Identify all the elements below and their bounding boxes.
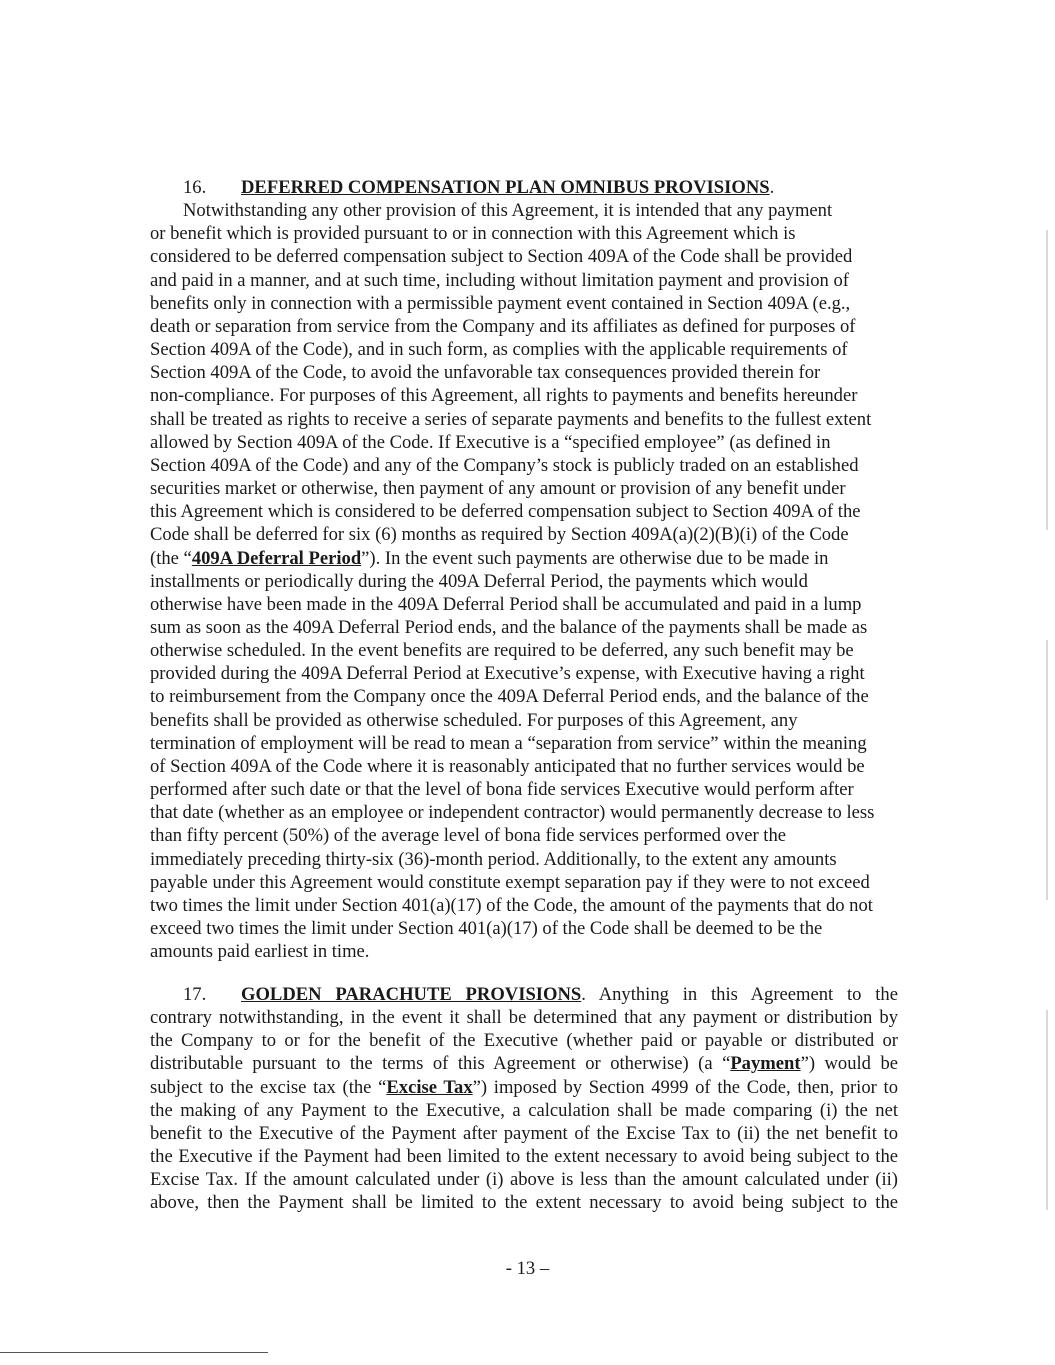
paragraph-line: and paid in a manner, and at such time, including without limitation payment and provision of <box>150 269 849 291</box>
paragraph-line: termination of employment will be read to mean a “separation from service” within the meaning <box>150 732 867 754</box>
paragraph-line: Section 409A of the Code, to avoid the unfavorable tax consequences provided therein for <box>150 362 821 384</box>
paragraph-line: Section 409A of the Code) and any of the Company’s stock is publicly traded on an established <box>150 454 859 476</box>
section-16 <box>150 176 898 963</box>
defined-term-excise-tax: Excise Tax <box>386 1076 473 1098</box>
paragraph-line: Code shall be deferred for six (6) months as required by Section 409A(a)(2)(B)(i) of the Code <box>150 524 849 546</box>
paragraph-line: exceed two times the limit under Section 401(a)(17) of the Code shall be deemed to be the <box>150 918 823 939</box>
footer-divider <box>0 1352 268 1353</box>
paragraph-line: immediately preceding thirty-six (36)-month period. Additionally, to the extent any amounts <box>150 848 837 870</box>
section-title: GOLDEN PARACHUTE PROVISIONS <box>241 984 582 1005</box>
paragraph-line: Section 409A of the Code), and in such form, as complies with the applicable requirements of <box>150 339 848 361</box>
paragraph-line: two times the limit under Section 401(a)(17) of the Code, the amount of the payments that do not <box>150 894 873 916</box>
paragraph-line: provided during the 409A Deferral Period at Executive’s expense, with Executive having a right <box>150 663 865 685</box>
paragraph-line: of Section 409A of the Code where it is reasonably anticipated that no further services would be <box>150 755 865 777</box>
paragraph-line: performed after such date or that the level of bona fide services Executive would perform after <box>150 779 854 801</box>
defined-term-409a-deferral-period: 409A Deferral Period <box>191 547 362 569</box>
paragraph-line: benefit to the Executive of the Payment after payment of the Excise Tax to (ii) the net benefit to <box>150 1122 898 1144</box>
text-fragment: ”). In the event such payments are otherwise due to be made in <box>361 547 829 569</box>
paragraph-line: considered to be deferred compensation subject to Section 409A of the Code shall be provided <box>150 246 853 268</box>
paragraph-line: sum as soon as the 409A Deferral Period ends, and the balance of the payments shall be made as <box>150 616 868 638</box>
paragraph-line-defined-term <box>150 1052 898 1075</box>
paragraph-line: Notwithstanding any other provision of this Agreement, it is intended that any payment <box>183 200 833 222</box>
paragraph-line: above, then the Payment shall be limited to the extent necessary to avoid being subject to the <box>150 1192 898 1214</box>
page-number: - 13 – <box>505 1258 550 1279</box>
paragraph-line-defined-term <box>150 1076 898 1099</box>
paragraph-line: benefits shall be provided as otherwise scheduled. For purposes of this Agreement, any <box>150 709 798 731</box>
paragraph-line: amounts paid earliest in time. <box>150 941 370 963</box>
paragraph-line: Excise Tax. If the amount calculated under (i) above is less than the amount calculated under (ii) <box>150 1169 898 1191</box>
paragraph-line: non-compliance. For purposes of this Agreement, all rights to payments and benefits hereunder <box>150 385 858 407</box>
section-title-end: . <box>769 177 775 198</box>
text-fragment: Anything in this Agreement to the <box>585 984 898 1005</box>
paragraph-line: payable under this Agreement would constitute exempt separation pay if they were to not exceed <box>150 871 870 893</box>
defined-term-payment: Payment <box>730 1053 801 1075</box>
section-heading <box>150 983 898 1006</box>
paragraph-line: benefits only in connection with a permissible payment event contained in Section 409A (e.g., <box>150 292 851 314</box>
scan-edge-artifact <box>1046 640 1048 900</box>
text-fragment: distributable pursuant to the terms of this Agreement or otherwise) (a “ <box>150 1053 731 1075</box>
paragraph-line: installments or periodically during the 409A Deferral Period, the payments which would <box>150 570 808 592</box>
paragraph-line: otherwise scheduled. In the event benefits are required to be deferred, any such benefit may be <box>150 640 854 662</box>
paragraph-line: or benefit which is provided pursuant to or in connection with this Agreement which is <box>150 223 796 245</box>
paragraph-line: this Agreement which is considered to be deferred compensation subject to Section 409A of the <box>150 501 861 523</box>
paragraph-line: allowed by Section 409A of the Code. If Executive is a “specified employee” (as defined in <box>150 431 831 453</box>
paragraph-line: the Executive if the Payment had been limited to the extent necessary to avoid being subject to the <box>150 1146 898 1168</box>
paragraph-line-defined-term <box>150 547 898 570</box>
scan-edge-artifact <box>1046 230 1048 530</box>
section-number: 17. <box>183 984 207 1005</box>
paragraph-line: securities market or otherwise, then payment of any amount or provision of any benefit under <box>150 478 846 500</box>
paragraph-line: to reimbursement from the Company once the 409A Deferral Period ends, and the balance of the <box>150 686 869 708</box>
section-17 <box>150 983 898 1215</box>
section-title-end: . <box>581 984 586 1005</box>
section-number: 16. <box>183 177 207 198</box>
section-title: DEFERRED COMPENSATION PLAN OMNIBUS PROVISIONS <box>241 177 770 198</box>
paragraph-line: the Company to or for the benefit of the Executive (whether paid or payable or distributed or <box>150 1030 898 1052</box>
scan-edge-artifact <box>1046 1010 1048 1210</box>
text-fragment: subject to the excise tax (the “ <box>150 1076 387 1098</box>
text-fragment: ”) imposed by Section 4999 of the Code, then, prior to <box>472 1076 898 1098</box>
paragraph-line: otherwise have been made in the 409A Deferral Period shall be accumulated and paid in a lump <box>150 593 862 615</box>
paragraph-line: contrary notwithstanding, in the event it shall be determined that any payment or distribution by <box>150 1007 898 1029</box>
text-fragment: ”) would be <box>800 1053 898 1075</box>
paragraph-line: death or separation from service from the Company and its affiliates as defined for purposes of <box>150 315 856 337</box>
section-heading <box>150 176 898 199</box>
paragraph-line: than fifty percent (50%) of the average level of bona fide services performed over the <box>150 825 787 847</box>
text-fragment: (the “ <box>150 547 192 569</box>
paragraph-line: shall be treated as rights to receive a series of separate payments and benefits to the fullest extent <box>150 408 872 430</box>
paragraph-line: the making of any Payment to the Executive, a calculation shall be made comparing (i) the net <box>150 1099 898 1121</box>
paragraph-line: that date (whether as an employee or independent contractor) would permanently decrease to less <box>150 802 875 824</box>
